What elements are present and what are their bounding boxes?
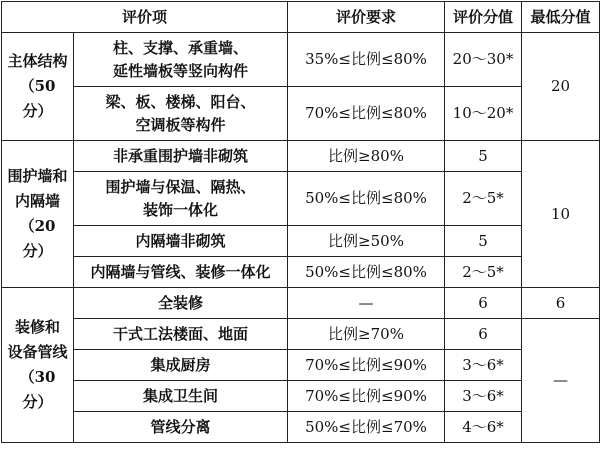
item-cell: 集成卫生间 [74,381,288,412]
requirement-cell: 35%≤比例≤80% [288,33,445,87]
item-cell: 管线分离 [74,412,288,443]
table-row [2,33,600,87]
item-line: 空调板等构件 [135,115,226,134]
score-cell: 2～5* [445,172,522,226]
item-cell [74,172,288,226]
score-cell: 5 [445,226,522,257]
group-score-line: （30 分） [19,368,56,411]
requirement-cell: 比例≥70% [288,319,445,350]
requirement-cell: 50%≤比例≤70% [288,412,445,443]
score-cell: 6 [445,319,522,350]
item-line: 围护墙与保温、隔热、 [105,177,256,196]
item-line: 柱、支撑、承重墙、 [113,38,249,57]
min-score-cell: 20 [522,33,600,141]
group-name-structure [2,33,74,141]
item-cell: 内隔墙与管线、装修一体化 [74,257,288,288]
min-score-cell: 10 [522,141,600,288]
group-name-fitout [2,288,74,443]
table-row [2,257,600,288]
table-row [2,381,600,412]
min-score-cell: 6 [522,288,600,319]
score-cell: 4～6* [445,412,522,443]
header-item: 评价项 [2,2,288,33]
header-row [2,2,600,33]
item-cell: 全装修 [74,288,288,319]
score-cell: 6 [445,288,522,319]
group-name-line: 主体结构 [7,52,68,70]
min-score-cell: — [522,319,600,443]
table-row [2,87,600,141]
score-cell: 2～5* [445,257,522,288]
item-cell: 内隔墙非砌筑 [74,226,288,257]
requirement-cell: 比例≥80% [288,141,445,172]
item-cell: 干式工法楼面、地面 [74,319,288,350]
item-cell [74,33,288,87]
table-row [2,412,600,443]
score-cell: 3～6* [445,350,522,381]
item-line: 梁、板、楼梯、阳台、 [105,92,256,111]
table-row [2,172,600,226]
item-line: 装饰一体化 [143,200,219,219]
group-name-line: 围护墙和 [7,167,68,185]
requirement-cell: — [288,288,445,319]
header-min-score: 最低分值 [522,2,600,33]
score-cell: 20～30* [445,33,522,87]
score-cell: 10～20* [445,87,522,141]
table-row [2,319,600,350]
item-cell: 集成厨房 [74,350,288,381]
evaluation-table [1,1,600,443]
requirement-cell: 50%≤比例≤80% [288,172,445,226]
table-row [2,226,600,257]
requirement-cell: 70%≤比例≤80% [288,87,445,141]
group-score-line: （50 分） [19,77,56,120]
requirement-cell: 比例≥50% [288,226,445,257]
group-name-line: 内隔墙 [14,192,60,210]
header-score: 评价分值 [445,2,522,33]
requirement-cell: 70%≤比例≤90% [288,350,445,381]
group-name-walls [2,141,74,288]
header-requirement: 评价要求 [288,2,445,33]
score-cell: 3～6* [445,381,522,412]
score-cell: 5 [445,141,522,172]
table-row [2,350,600,381]
group-name-line: 装修和 [14,318,60,336]
table-row [2,141,600,172]
table-row [2,288,600,319]
group-score-line: （20 分） [19,217,56,260]
item-cell: 非承重围护墙非砌筑 [74,141,288,172]
requirement-cell: 70%≤比例≤90% [288,381,445,412]
requirement-cell: 50%≤比例≤80% [288,257,445,288]
item-cell [74,87,288,141]
item-line: 延性墙板等竖向构件 [113,61,249,80]
group-name-line: 设备管线 [7,343,68,361]
